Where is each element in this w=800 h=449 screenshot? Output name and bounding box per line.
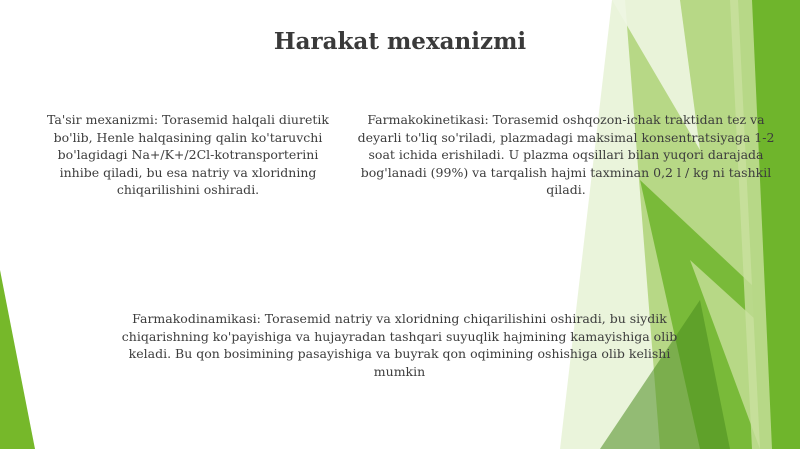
pharmacodynamics-paragraph: Farmakodinamikasi: Torasemid natriy va xloridning chiqarilishini oshiradi, bu siydik chiqarishning ko'payishiga va hujayradan tashqari suyuqlik hajmining kamayishiga olib keladi. Bu qon bosimining pasayishiga va buyrak qon oqimining oshishiga olib kelishi mumkin	[121, 311, 678, 379]
left-green-wedge	[0, 270, 35, 449]
slide-title: Harakat mexanizmi	[273, 28, 527, 55]
pharmacokinetics-paragraph: Farmakokinetikasi: Torasemid oshqozon-ichak traktidan tez va deyarli to'liq so'riladi, plazmadagi maksimal konsentratsiyaga 1-2 soat ichida erishiladi. U plazma oqsillari bilan yuqori darajada bog'lanadi (99%) va tarqalish hajmi taxminan 0,2 l / kg ni tashkil qiladi.	[357, 112, 775, 197]
mechanism-paragraph: Ta'sir mexanizmi: Torasemid halqali diuretik bo'lib, Henle halqasining qalin ko'taruvchi bo'lagidagi Na+/K+/2Cl-kotransporterini inhibe qiladi, bu esa natriy va xloridning chiqarilishini oshiradi.	[47, 112, 329, 197]
